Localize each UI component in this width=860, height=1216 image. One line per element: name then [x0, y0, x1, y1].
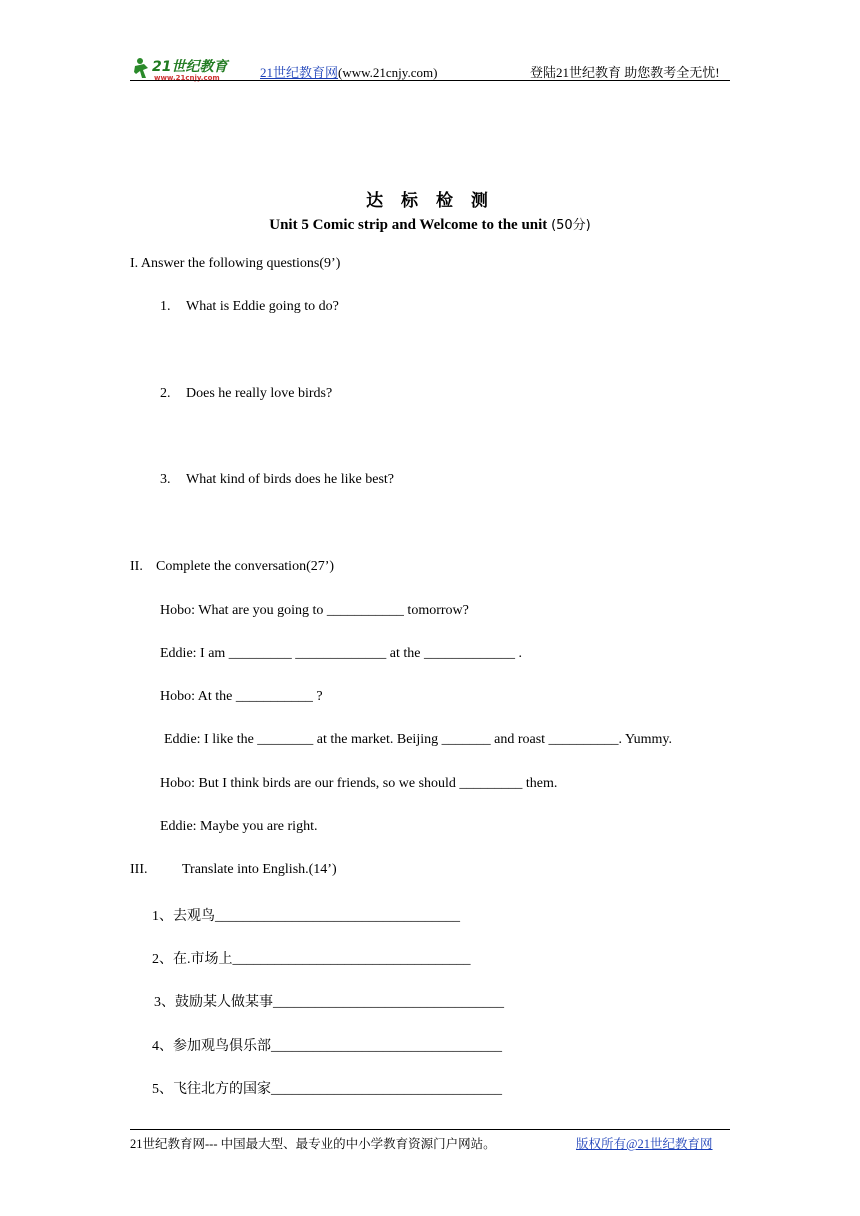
translate-item: 1、去观鸟___________________________________ [152, 909, 460, 924]
footer-copyright-link[interactable]: 版权所有@21世纪教育网 [576, 1137, 713, 1151]
translate-item: 2、在.市场上__________________________________ [152, 952, 471, 967]
logo-text: 21世纪教育 [152, 59, 228, 75]
logo-subtext: www.21cnjy.com [154, 74, 220, 82]
dialogue-line: Hobo: What are you going to ___________ tomorrow? [160, 603, 469, 618]
dialogue-line: Hobo: But I think birds are our friends, so we should _________ them. [160, 776, 558, 791]
question-num: 1. [160, 299, 171, 314]
question-text: What is Eddie going to do? [186, 299, 339, 314]
header-site-url: (www.21cnjy.com) [338, 65, 438, 80]
translate-item: 3、鼓励某人做某事_________________________________ [154, 995, 504, 1010]
header-site-link[interactable] [260, 62, 437, 81]
header-site-name[interactable]: 21世纪教育网 [260, 65, 339, 80]
translate-item: 5、飞往北方的国家_________________________________ [152, 1082, 502, 1097]
page-title: 达 标 检 测 [366, 191, 494, 211]
question-text: What kind of birds does he like best? [186, 472, 395, 487]
dialogue-line: Hobo: At the ___________ ? [160, 689, 323, 704]
header-divider [130, 80, 730, 81]
section1-heading: I. Answer the following questions(9’) [130, 256, 341, 271]
page-subtitle [0, 214, 860, 234]
question-num: 2. [160, 386, 171, 401]
section3-heading: Translate into English.(14’) [182, 862, 337, 877]
section2-num: II. [130, 559, 143, 574]
site-logo [132, 56, 236, 82]
footer-text: 21世纪教育网--- 中国最大型、最专业的中小学教育资源门户网站。 [130, 1137, 496, 1151]
section2-heading: Complete the conversation(27’) [156, 559, 335, 574]
dialogue-line: Eddie: Maybe you are right. [160, 819, 318, 834]
section3-num: III. [130, 862, 148, 877]
dialogue-line: Eddie: I am _________ _____________ at the _____________ . [160, 646, 523, 661]
dialogue-line: Eddie: I like the ________ at the market. Beijing _______ and roast __________. Yummy. [164, 732, 672, 747]
header-slogan: 登陆21世纪教育 助您教考全无忧! [530, 65, 720, 80]
subtitle-text: Unit 5 Comic strip and Welcome to the unit [269, 217, 548, 233]
footer-divider [130, 1129, 730, 1130]
question-text: Does he really love birds? [186, 386, 333, 401]
translate-item: 4、参加观鸟俱乐部_________________________________ [152, 1039, 502, 1054]
question-num: 3. [160, 472, 171, 487]
subtitle-score: (50分) [551, 218, 591, 233]
